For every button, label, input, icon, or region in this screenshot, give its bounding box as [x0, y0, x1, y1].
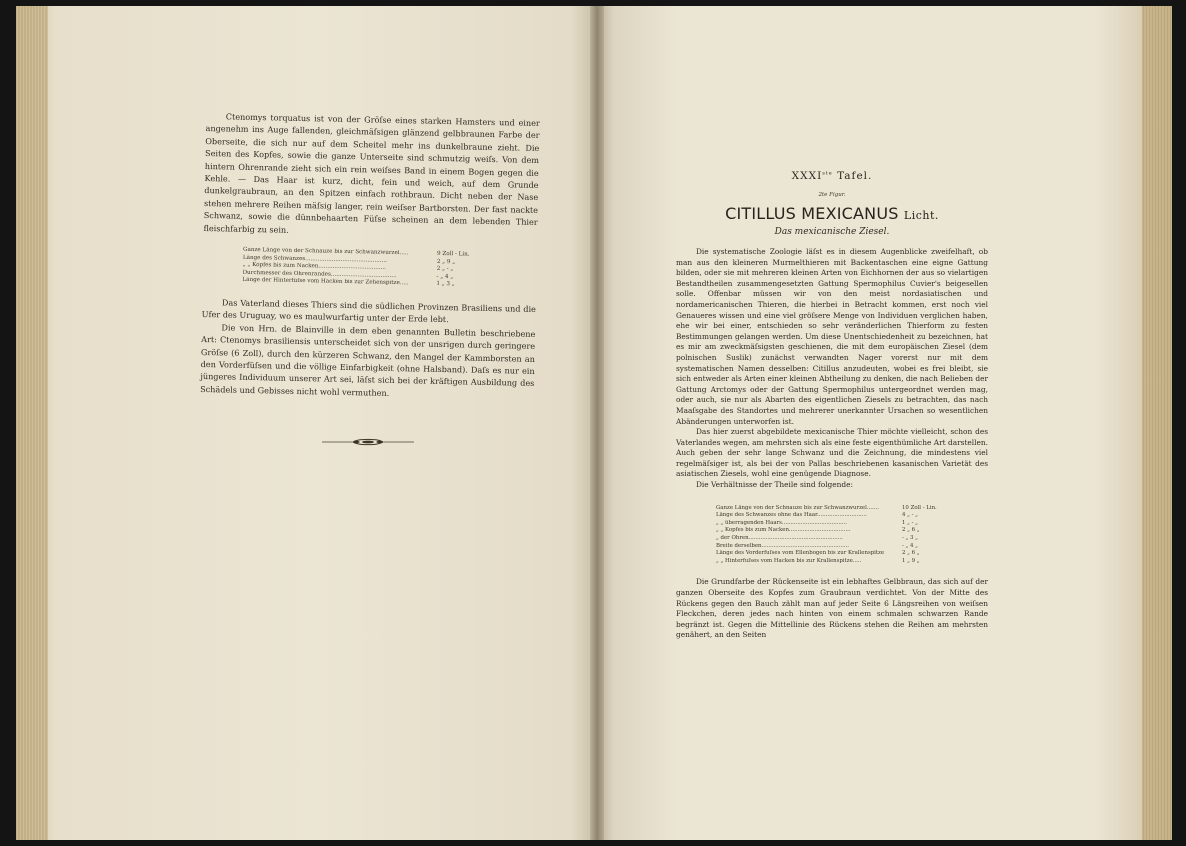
- measurement-row: Länge des Schwanzes.............................................. 2 „ 9 „: [242, 254, 456, 265]
- left-paragraph-2: Das Vaterland dieses Thiers sind die südlichen Provinzen Brasiliens und die Ufer des Uruguay, wo es maulwurfartig unter der Erde lebt.: [201, 297, 537, 325]
- measurement-row: Länge des Vorderfuſses vom Ellenbogen bis zur Krallenspitze 2 „ 6 „: [716, 550, 920, 557]
- right-paragraph-2: Das hier zuerst abgebildete mexicanische Thier möchte vielleicht, schon des Vaterlandes wegen, am mehrsten sich als eine feste eigenthümliche Art darstellen. Auch geben der sehr lange Schwanz und die Zeichnung, die mindestens viel regelmäſsiger ist, als bei der von Pallas beschriebenen kasanischen Varietät des asiatischen Ziesels, wohl eine genügende Diagnose.: [676, 427, 988, 479]
- measurement-row: „ „ Kopfes bis zum Nacken...................................... 2 „ - „: [242, 262, 454, 273]
- figure-label: 2te Figur.: [818, 192, 846, 198]
- right-page-edges: [1142, 6, 1172, 840]
- left-paragraph-3: Die von Hrn. de Blainville in dem eben genannten Bulletin beschriebene Art: Ctenomys brasiliensis unterscheidet sich von der unsrigen durch geringere Gröſse (6 Zoll), durch den kürzeren Schwanz, den Mangel der Kammborsten an den Vorderfüſsen und die völlige Einfarbigkeit (ohne Halsband). Daſs es nur ein jüngeres Individuum unserer Art sei, läſst sich bei der kräftigen Ausbildung des Schädels und Gebisses nicht wohl vermuthen.: [200, 322, 536, 398]
- measurement-row: Länge der Hinterfüſse vom Hacken bis zur Zehenspitze..... 1 „ 3 „: [242, 277, 455, 288]
- left-measurements-table: [242, 247, 483, 290]
- plate-heading: XXXIste Tafel.: [791, 170, 873, 182]
- measurement-row: „ „ Hinterfuſses vom Hacken bis zur Krallenspitze..... 1 „ 9 „: [716, 557, 920, 564]
- right-paragraph-3: Die Verhältnisse der Theile sind folgende:: [696, 480, 854, 490]
- measurement-row: Länge des Schwanzes ohne das Haar............................. 4 „ - „: [716, 512, 918, 519]
- species-title: CITILLUS MEXICANUS Licht.: [725, 204, 939, 223]
- measurement-row: Ganze Länge von der Schnauze bis zur Schwanzwurzel..... 9 Zoll - Lin.: [243, 246, 470, 258]
- left-page-text: [200, 110, 540, 402]
- left-page-edges: [16, 6, 48, 840]
- measurement-row: „ der Ohren....................................................... - „ 3 „: [716, 535, 918, 542]
- right-measurements-table: [716, 505, 948, 566]
- right-paragraph-1: Die systematische Zoologie läſst es in diesem Augenblicke zweifelhaft, ob man aus den kleineren Murmelthieren mit Backentaschen eine eigne Gattung bilden, oder sie mit mehreren kleinen Arten von Eichhornen der aus so vielartigen Bestandtheilen zusammengesetzten Gattung Spermophilus Cuvier's beigesellen solle. Offenbar müssen wir von den meist nordasiatischen und nordamericanischen Thieren, die hierbei in Betracht kommen, erst noch viel Genaueres wissen und eine viel gröſsere Menge von Individuen verglichen haben, ehe wir bei einer, entschieden so sehr veränderlichen Thierform zu festen Bestimmungen gelangen werden. Um diese Unentschiedenheit zu bezeichnen, hat es mir am zweckmäſsigsten geschienen, die mit dem europäischen Ziesel (dem polnischen Suslik) zunächst verwandten Nager vorerst nur mit dem systematischen Namen desselben: Citillus anzudeuten, wobei es frei bleibt, sie sich entweder als Arten einer kleinen Abtheilung zu denken, die nach Belieben der Gattung Arctomys oder der Gattung Spermophilus untergeordnet werden mag, oder auch, sie nur als Abarten des eigentlichen Ziesels zu betrachten, das nach Maaſsgabe des Standortes und mehrerer unerkannter Ursachen so wesentlichen Abänderungen unterworfen ist.: [676, 247, 988, 426]
- measurement-row: Ganze Länge von der Schnauze bis zur Schwanzwurzel....... 10 Zoll - Lin.: [716, 504, 937, 511]
- measurement-row: „ „ Kopfes bis zum Nacken.................................... 2 „ 6 „: [716, 527, 920, 534]
- right-page-text: [676, 170, 988, 641]
- open-book: [16, 6, 1172, 840]
- book-gutter: [590, 6, 604, 840]
- measurement-row: Breite derselben................................................... - „ 4 „: [716, 542, 918, 549]
- decorative-divider-ornament: [322, 438, 414, 446]
- left-paragraph-1: Ctenomys torquatus ist von der Gröſse eines starken Hamsters und einer angenehm ins Auge fallenden, gleichmäſsigen glänzend gelbbraunen Farbe der Oberseite, die sich nur auf dem Scheitel mehr ins dunkelbraune zieht. Die Seiten des Kopfes, sowie die ganze Unterseite sind schmutzig weiſs. Von dem hintern Ohrenrande zieht sich ein rein weiſses Band in einem Bogen gegen die Kehle. — Das Haar ist kurz, dicht, fein und weich, auf dem Grunde dunkelgraubraun, an den Spitzen einfach rothbraun. Dicht neben der Nase stehen mehrere Reihen mäſsig langer, rein weiſser Bartborsten. Der fast nackte Schwanz, sowie die dünnbehaarten Füſse scheinen an dem lebenden Thier fleischfarbig zu sein.: [203, 111, 540, 235]
- measurement-row: „ „ überragenden Haars...................................... 1 „ - „: [716, 519, 918, 526]
- species-subtitle: Das mexicanische Ziesel.: [774, 227, 890, 237]
- right-paragraph-4: Die Grundfarbe der Rückenseite ist ein lebhaftes Gelbbraun, das sich auf der ganzen Oberseite des Kopfes zum Graubraun verdichtet. Von der Mitte des Rückens gegen den Bauch zählt man auf jeder Seite 6 Längsreihen von weiſsen Fleckchen, deren jedes nach hinten von einem schmalen schwarzen Rande begränzt ist. Gegen die Mittellinie des Rückens stehen die Reihen am mehrsten genähert, an den Seiten: [676, 577, 988, 640]
- measurement-row: Durchmesser des Ohrenrandes..................................... - „ 4 „: [242, 269, 454, 281]
